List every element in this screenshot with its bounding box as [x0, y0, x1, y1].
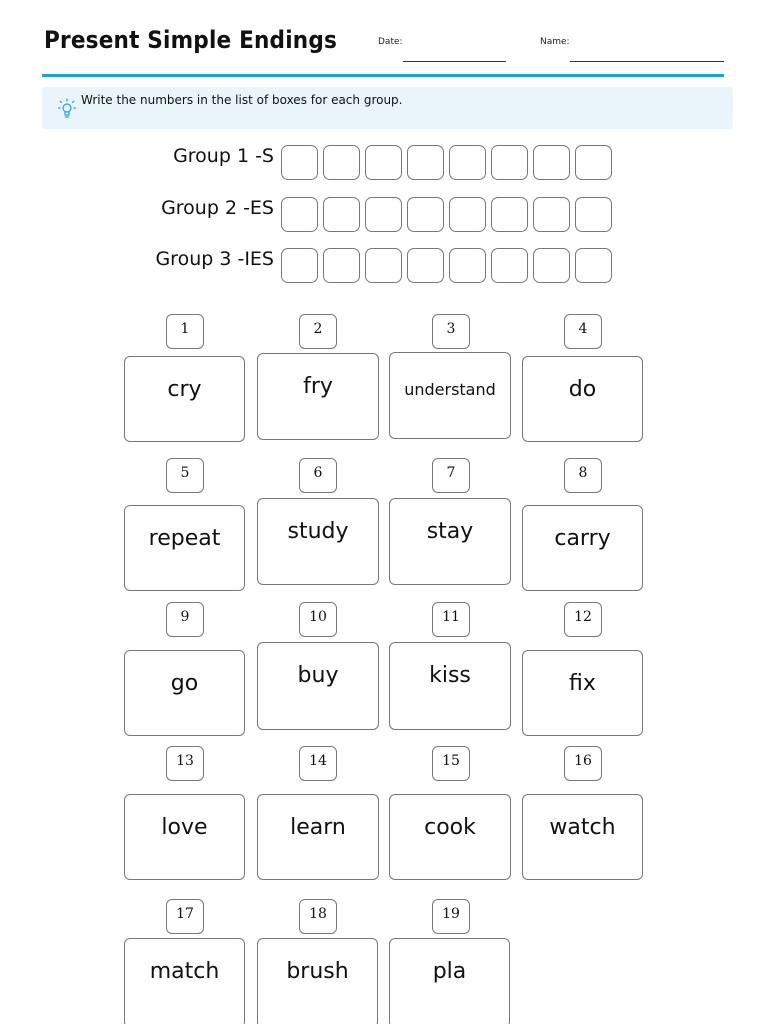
word-number-tag: 18 — [299, 899, 337, 934]
answer-box[interactable] — [281, 197, 318, 232]
answer-box[interactable] — [365, 145, 402, 180]
group-label: Group 1 -S — [173, 145, 274, 167]
word-card: fix — [522, 650, 643, 736]
word-number-tag: 10 — [299, 602, 337, 637]
word-card: kiss — [389, 642, 511, 730]
answer-box[interactable] — [281, 145, 318, 180]
date-field[interactable] — [403, 61, 506, 62]
group-label: Group 3 -IES — [155, 248, 274, 270]
answer-box[interactable] — [449, 248, 486, 283]
answer-box[interactable] — [323, 197, 360, 232]
answer-box[interactable] — [575, 248, 612, 283]
word-card: repeat — [124, 505, 245, 591]
word-card: learn — [257, 794, 379, 880]
lightbulb-icon — [58, 98, 76, 120]
word-number-tag: 16 — [564, 746, 602, 781]
word-card: cry — [124, 356, 245, 442]
answer-box[interactable] — [323, 248, 360, 283]
word-card: carry — [522, 505, 643, 591]
word-number-tag: 11 — [432, 602, 470, 637]
answer-box[interactable] — [281, 248, 318, 283]
word-card: do — [522, 356, 643, 442]
answer-box[interactable] — [491, 248, 528, 283]
answer-box[interactable] — [365, 248, 402, 283]
word-card: brush — [257, 938, 378, 1024]
word-card: match — [124, 938, 245, 1024]
word-number-tag: 4 — [564, 314, 602, 349]
answer-box[interactable] — [575, 197, 612, 232]
name-field[interactable] — [570, 61, 724, 62]
answer-box[interactable] — [491, 145, 528, 180]
word-number-tag: 14 — [299, 746, 337, 781]
word-number-tag: 13 — [166, 746, 204, 781]
answer-box[interactable] — [533, 248, 570, 283]
answer-box[interactable] — [575, 145, 612, 180]
word-number-tag: 6 — [299, 458, 337, 493]
word-card: understand — [389, 352, 511, 439]
answer-box[interactable] — [407, 145, 444, 180]
word-card: love — [124, 794, 245, 880]
answer-box[interactable] — [449, 197, 486, 232]
word-card: cook — [389, 794, 511, 880]
name-label: Name: — [540, 37, 570, 47]
word-number-tag: 19 — [432, 899, 470, 934]
word-number-tag: 9 — [166, 602, 204, 637]
word-number-tag: 5 — [166, 458, 204, 493]
word-card: pla — [389, 938, 510, 1024]
word-number-tag: 8 — [564, 458, 602, 493]
answer-box[interactable] — [407, 248, 444, 283]
word-number-tag: 17 — [166, 899, 204, 934]
word-card: study — [257, 498, 379, 585]
answer-box[interactable] — [533, 145, 570, 180]
word-number-tag: 2 — [299, 314, 337, 349]
word-number-tag: 12 — [564, 602, 602, 637]
answer-box[interactable] — [407, 197, 444, 232]
instruction-text: Write the numbers in the list of boxes for each group. — [81, 93, 403, 107]
worksheet-title: Present Simple Endings — [44, 26, 338, 54]
answer-box[interactable] — [365, 197, 402, 232]
answer-box[interactable] — [533, 197, 570, 232]
header-divider — [42, 74, 724, 77]
word-card: watch — [522, 794, 643, 880]
answer-box[interactable] — [449, 145, 486, 180]
word-number-tag: 7 — [432, 458, 470, 493]
word-card: go — [124, 650, 245, 736]
answer-box[interactable] — [323, 145, 360, 180]
answer-box[interactable] — [491, 197, 528, 232]
word-number-tag: 1 — [166, 314, 204, 349]
group-label: Group 2 -ES — [161, 197, 274, 219]
word-number-tag: 3 — [432, 314, 470, 349]
word-card: fry — [257, 353, 379, 440]
date-label: Date: — [378, 37, 403, 47]
word-card: buy — [257, 642, 379, 730]
word-card: stay — [389, 498, 511, 585]
word-number-tag: 15 — [432, 746, 470, 781]
